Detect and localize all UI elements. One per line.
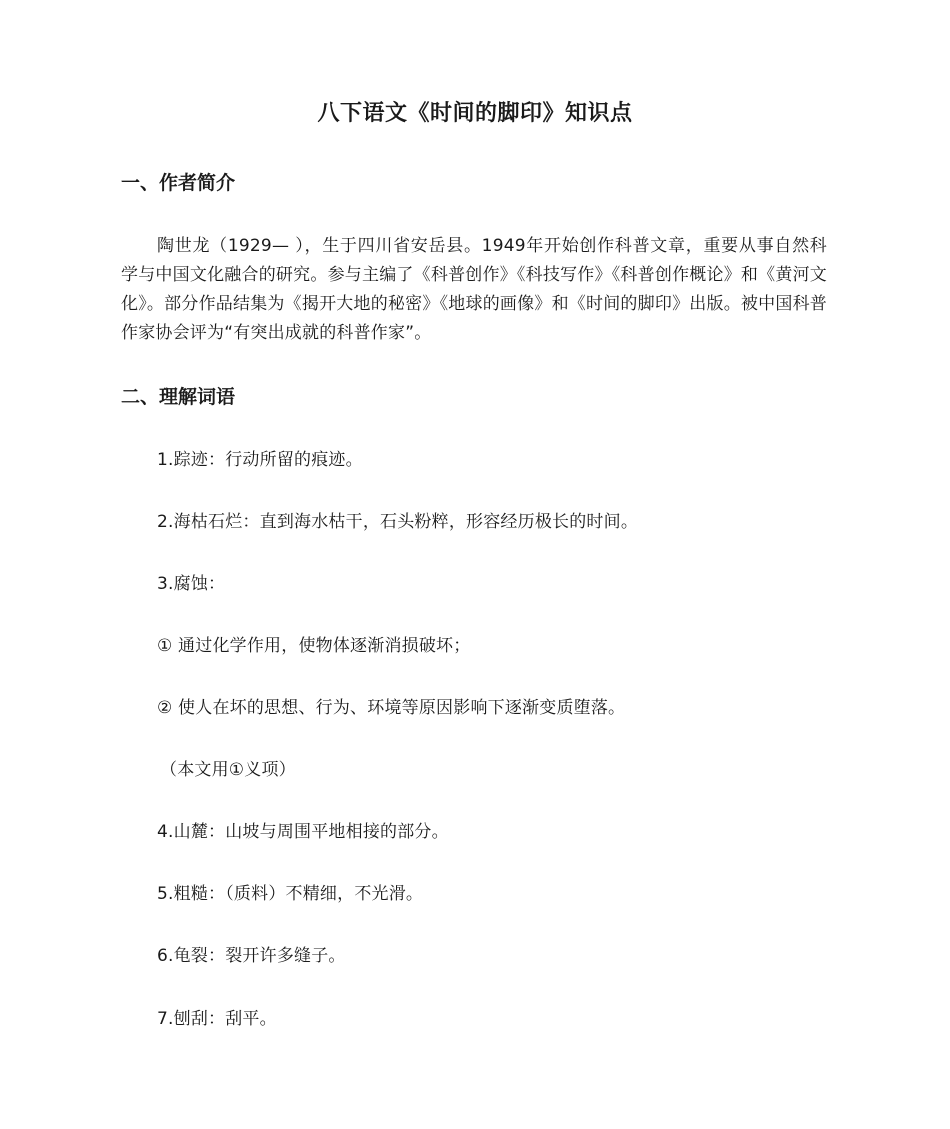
- vocab-item-3-sense-1: ① 通过化学作用，使物体逐渐消损破坏；: [157, 636, 471, 656]
- vocab-item-2: 2.海枯石烂：直到海水枯干，石头粉粹，形容经历极长的时间。: [157, 512, 639, 532]
- vocab-item-1: 1.踪迹：行动所留的痕迹。: [157, 450, 363, 470]
- vocab-item-3-sense-2: ② 使人在坏的思想、行为、环境等原因影响下逐渐变质堕落。: [157, 698, 626, 718]
- vocab-item-4: 4.山麓：山坡与周围平地相接的部分。: [157, 822, 449, 842]
- section-heading-author: 一、作者简介: [121, 172, 236, 194]
- author-paragraph: 陶世龙（1929— ），生于四川省安岳县。1949年开始创作科普文章，重要从事自然科学与中国文化融合的研究。参与主编了《科普创作》《科技写作》《科普创作概论》和《黄河文化》。部分作品结集为《揭开大地的秘密》《地球的画像》和《时间的脚印》出版。被中国科普作家协会评为“有突出成就的科普作家”。: [121, 236, 827, 343]
- vocab-item-3-note: （本文用①义项）: [160, 760, 296, 780]
- page-title: 八下语文《时间的脚印》知识点: [317, 101, 633, 126]
- vocab-item-3: 3.腐蚀：: [157, 574, 226, 594]
- vocab-item-5: 5.粗糙：（质料）不精细，不光滑。: [157, 884, 424, 904]
- vocab-item-7: 7.刨刮：刮平。: [157, 1009, 277, 1029]
- section-heading-vocabulary: 二、理解词语: [121, 386, 236, 408]
- vocab-item-6: 6.龟裂：裂开许多缝子。: [157, 946, 346, 966]
